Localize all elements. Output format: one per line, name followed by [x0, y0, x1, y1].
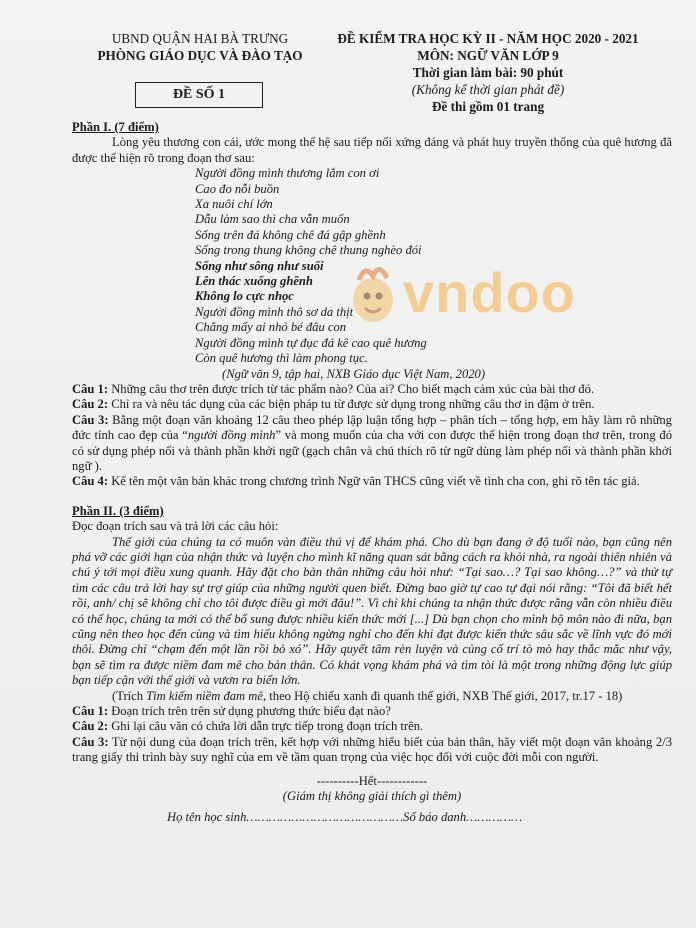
exam-code-box: ĐỀ SỐ 1 [135, 82, 263, 108]
poem-line: Còn quê hương thì làm phong tục. [195, 351, 368, 366]
exam-body [72, 120, 672, 826]
question-text: Chỉ ra và nêu tác dụng của các biện pháp tu từ được sử dụng trong những câu thơ in đậm ở trên. [108, 397, 595, 412]
poem-line: Người đồng mình tự đục đá kê cao quê hương [195, 335, 427, 350]
question-label: Câu 1: [72, 381, 109, 396]
poem-source: (Ngữ văn 9, tập hai, NXB Giáo dục Việt Nam, 2020) [222, 366, 486, 381]
subject-line: MÔN: NGỮ VĂN LỚP 9 [417, 48, 559, 63]
part2-intro: Đọc đoạn trích sau và trả lời các câu hỏi: [72, 519, 279, 534]
question-label: Câu 3: [72, 734, 109, 749]
watermark-text: vndoo [403, 261, 576, 324]
poem-line: Chẳng mấy ai nhỏ bé đâu con [195, 320, 347, 335]
poem-line: Sống trên đá không chê đá gập ghềnh [195, 227, 386, 242]
issuer-header [80, 30, 320, 64]
question [72, 474, 672, 489]
student-info-line: Họ tên học sinh……………………………………Số báo danh…………… [167, 810, 523, 825]
question-label: Câu 2: [72, 397, 109, 412]
poem-line: Người đồng mình thương lắm con ơi [195, 166, 380, 181]
department-name: PHÒNG GIÁO DỤC VÀ ĐÀO TẠO [97, 48, 303, 63]
poem-line: Xa nuôi chí lớn [195, 197, 273, 212]
proctor-note: (Giám thị không giải thích gì thêm) [282, 789, 462, 804]
poem-line-bold: Không lo cực nhọc [195, 289, 294, 304]
question-text: Từ nội dung của đoạn trích trên, kết hợp với những hiểu biết của bản thân, hãy viết một đoạn văn khoảng 2/3 trang giấy thi trình bày suy nghĩ của em về tầm quan trọng của việc học đối với cuộc đời mỗi con người. [72, 734, 673, 765]
question [72, 397, 672, 412]
duration-note: (Không kể thời gian phát đề) [411, 82, 565, 97]
part2-heading: Phần II. (3 điểm) [72, 503, 164, 518]
question-text: Ghi lại câu văn có chứa lời dẫn trực tiếp trong đoạn trích trên. [108, 719, 424, 734]
reading-passage: Thế giới của chúng ta có muôn vàn điều thú vị để khám phá. Cho dù bạn đang ở độ tuổi nào, bạn cũng nên phá vỡ các giới hạn của nhận thức và luyện cho mình kĩ năng quan sát bằng cách ra khỏi nhà, ra ngoài thiên nhiên và chú ý tới mọi điều xung quanh. Hãy đặt cho bản thân những câu hỏi như: “Tại sao…? Tại sao không…?” và thử tự tìm các câu trả lời hay sự trợ giúp của những người quen biết. Đừng bao giờ tự cao tự đại nói rằng: “Tôi đã biết hết rồi, anh/ chị sẽ không chỉ cho tôi được điều gì mới đâu!”. Vì chỉ khi chúng ta nhận thức được rằng vẫn còn nhiều điều có thể học, chúng ta mới có thể bổ sung được nhiều kiến thức mới [...] Dù bạn chọn cho mình bộ môn nào đi nữa, bạn cũng nên theo học đến cùng và tìm hiểu không ngừng nghỉ cho đến khi đạt được kiến thức sâu sắc về lĩnh vực đó mới thôi. Đừng chỉ “chạm đến một lần rồi bỏ xó”. Hãy quyết tâm rèn luyện và củng cố trí tò mò hay thắc mắc như vậy, bạn sẽ tìm ra được niềm đam mê cho bản thân. Có khát vọng khám phá và tìm tòi là một trong những động lực giúp bạn tiếp cận với thế giới và vươn ra biển lớn. [72, 534, 672, 688]
question-text: ” và mong muốn của cha với con được thể hiện trong đoạn thơ trên, trong đó có sử dụng phép nối và thành phần khởi ngữ (gạch chân và chú thích rõ từ ngữ dùng làm phép nối và thành phần khởi ngữ ). [72, 428, 672, 473]
question [72, 735, 672, 766]
question [72, 413, 672, 475]
page-count: Đề thi gồm 01 trang [431, 99, 545, 114]
part1-intro: Lòng yêu thương con cái, ước mong thế hệ sau tiếp nối xứng đáng và phát huy truyền thống của quê hương đã được thể hiện rõ trong đoạn thơ sau: [72, 135, 672, 165]
question-text: Những câu thơ trên được trích từ tác phẩm nào? Của ai? Cho biết mạch cảm xúc của bài thơ đó. [108, 381, 595, 396]
passage-source [72, 689, 672, 704]
question [72, 704, 672, 719]
question-label: Câu 4: [72, 474, 109, 489]
poem-line-bold: Lên thác xuống ghềnh [195, 274, 313, 289]
passage-source-title: Tìm kiếm niềm đam mê [146, 688, 263, 703]
poem-line: Cao đo nỗi buồn [195, 181, 280, 196]
question [72, 382, 672, 397]
duration-line: Thời gian làm bài: 90 phút [412, 65, 564, 80]
exam-header [316, 30, 660, 115]
question-text: Bằng một đoạn văn khoảng 12 câu theo phép lập luận tổng hợp – phân tích – tổng hợp, em hãy làm rõ những đức tính cao đẹp của “ [72, 412, 672, 443]
question-text: Kể tên một văn bản khác trong chương trình Ngữ văn THCS cũng viết về tình cha con, ghi rõ tên tác giả. [108, 474, 640, 489]
passage-source-text: (Trích [112, 688, 147, 703]
poem-line-bold: Sống như sông như suối [195, 258, 324, 273]
poem [195, 166, 672, 366]
passage-source-text: , theo Hộ chiếu xanh đi quanh thế giới, NXB Thế giới, 2017, tr.17 - 18) [263, 688, 623, 703]
poem-line: Sống trong thung không chê thung nghèo đói [195, 243, 422, 258]
question-label: Câu 3: [72, 412, 109, 427]
exam-title: ĐỀ KIỂM TRA HỌC KỲ II - NĂM HỌC 2020 - 2021 [337, 31, 639, 46]
question [72, 719, 672, 734]
part1-heading: Phần I. (7 điểm) [72, 120, 159, 134]
district-name: UBND QUẬN HAI BÀ TRƯNG [111, 31, 289, 46]
poem-line: Dẫu làm sao thì cha vẫn muốn [195, 212, 350, 227]
question-emphasis: người đồng mình [187, 428, 276, 443]
question-text: Đoạn trích trên trên sử dụng phương thức biểu đạt nào? [108, 704, 391, 719]
end-marker: ----------Hết------------ [316, 773, 428, 788]
question-label: Câu 1: [72, 704, 109, 719]
poem-line: Người đồng mình thô sơ da thịt [195, 304, 354, 319]
question-label: Câu 2: [72, 719, 109, 734]
